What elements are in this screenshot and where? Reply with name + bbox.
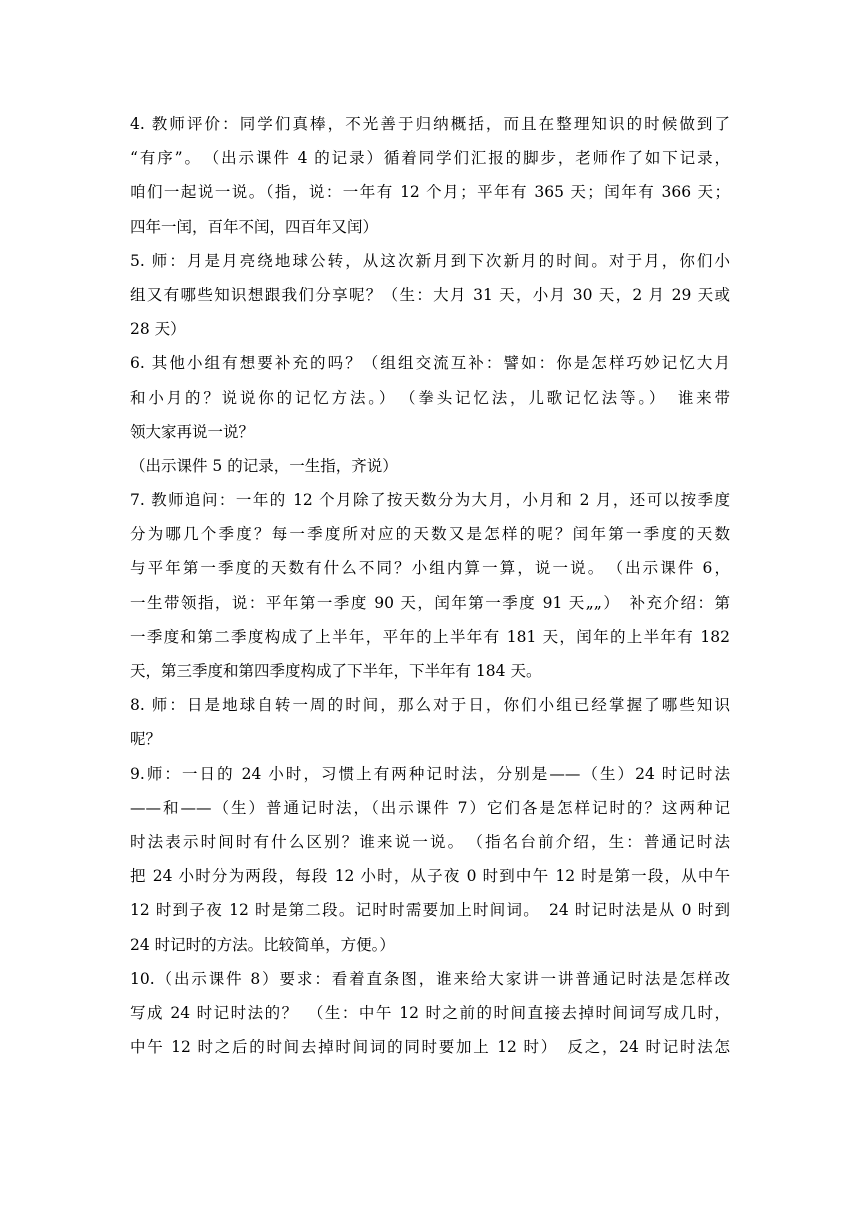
text-line: （出示课件 5 的记录，一生指，齐说） <box>130 456 398 475</box>
text-line: 四年一闰，百年不闰，四百年又闰） <box>130 217 379 236</box>
text-line: “有序”。 （出示课件 4 的记录）循着同学们汇报的脚步，老师作了如下记录， <box>130 149 730 168</box>
text-line: 中午 12 时之后的时间去掉时间词的同时要加上 12 时） 反之，24 时记时法怎 <box>130 1038 730 1057</box>
text-line: 和小月的？说说你的记忆方法。） （拳头记忆法，儿歌记忆法等。） 谁来带 <box>130 388 730 407</box>
text-line: 9.师：一日的 24 小时，习惯上有两种记时法，分别是——（生）24 时记时法 <box>130 764 730 783</box>
text-line: 5. 师：月是月亮绕地球公转，从这次新月到下次新月的时间。对于月，你们小 <box>130 251 730 270</box>
text-line: 一季度和第二季度构成了上半年，平年的上半年有 181 天，闰年的上半年有 182 <box>130 627 730 646</box>
text-line: 6. 其他小组有想要补充的吗？（组组交流互补：譬如：你是怎样巧妙记忆大月 <box>130 354 730 373</box>
text-line: 时法表示时间时有什么区别？谁来说一说。 （指名台前介绍，生：普通记时法 <box>130 832 730 851</box>
text-line: 与平年第一季度的天数有什么不同？小组内算一算，说一说。 （出示课件 6， <box>130 559 730 578</box>
text-line: 分为哪几个季度？每一季度所对应的天数又是怎样的呢？闰年第一季度的天数 <box>130 525 730 544</box>
text-line: 咱们一起说一说。（指，说：一年有 12 个月；平年有 365 天；闰年有 366 天； <box>130 183 730 202</box>
text-line: 10.（出示课件 8）要求：看着直条图，谁来给大家讲一讲普通记时法是怎样改 <box>130 969 730 988</box>
text-line: 7. 教师追问：一年的 12 个月除了按天数分为大月，小月和 2 月，还可以按季度 <box>130 491 730 510</box>
text-line: 把 24 小时分为两段，每段 12 小时，从子夜 0 时到中午 12 时是第一段，从中午 <box>130 867 730 886</box>
text-line: 天，第三季度和第四季度构成了下半年，下半年有 184 天。 <box>130 662 542 680</box>
text-line: 呢？ <box>130 730 162 749</box>
text-line: 领大家再说一说？ <box>130 422 255 441</box>
text-line: 一生带领指，说：平年第一季度 90 天，闰年第一季度 91 天„„） 补充介绍：第 <box>130 593 730 612</box>
text-line: ——和——（生）普通记时法，（出示课件 7）它们各是怎样记时的？这两种记 <box>130 798 730 817</box>
text-line: 12 时到子夜 12 时是第二段。记时时需要加上时间词。 24 时记时法是从 0 时到 <box>130 901 730 920</box>
text-line: 24 时记时的方法。比较简单，方便。） <box>130 935 395 954</box>
document-page <box>130 107 730 1064</box>
text-line: 8. 师：日是地球自转一周的时间，那么对于日，你们小组已经掌握了哪些知识 <box>130 696 730 715</box>
text-line: 组又有哪些知识想跟我们分享呢？（生：大月 31 天，小月 30 天，2 月 29 天或 <box>130 285 730 304</box>
text-line: 28 天） <box>130 320 186 339</box>
text-line: 写成 24 时记时法的？ （生：中午 12 时之前的时间直接去掉时间词写成几时， <box>130 1003 730 1022</box>
text-line: 4. 教师评价：同学们真棒，不光善于归纳概括，而且在整理知识的时候做到了 <box>130 115 730 133</box>
